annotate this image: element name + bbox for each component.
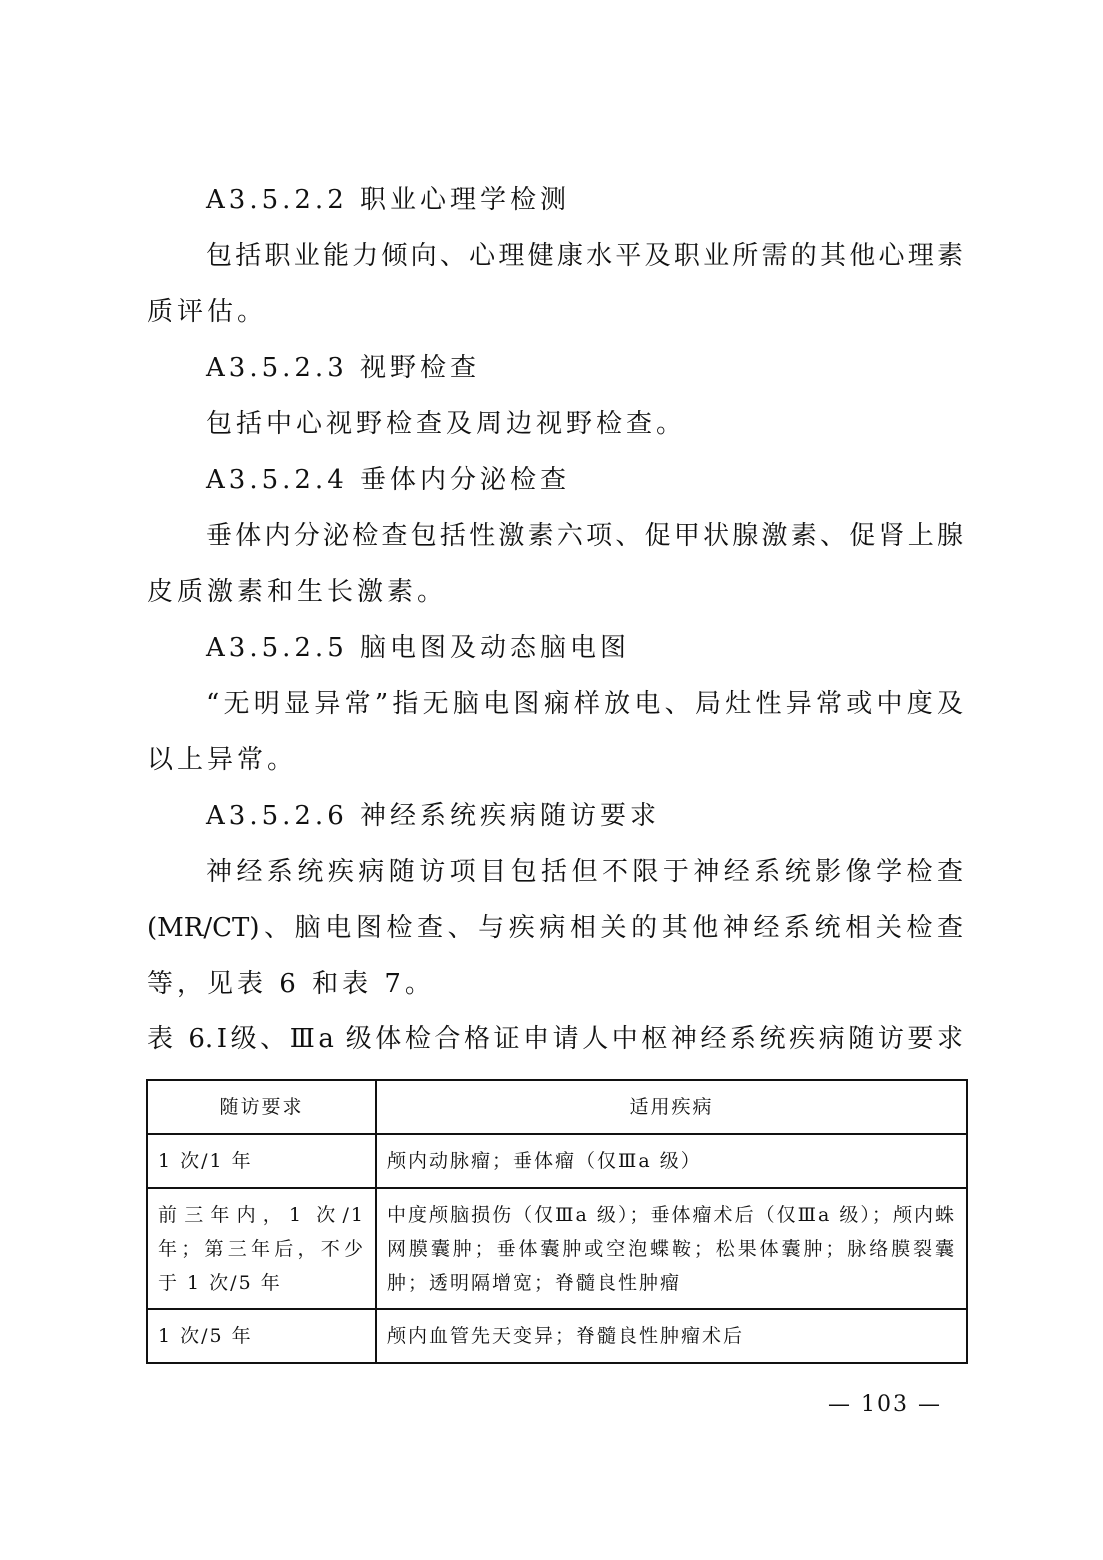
table-header-diseases: 适用疾病 [376,1080,967,1134]
section-body-line: 皮质激素和生长激素。 [147,577,448,607]
page-number: — 103 — [828,1392,942,1417]
section-body-line: 垂体内分泌检查包括性激素六项、促甲状腺激素、促肾上腺 [206,521,963,551]
section-heading-a3-5-2-4: A3.5.2.4 垂体内分泌检查 [206,465,571,495]
diseases-cell: 颅内血管先天变异；脊髓良性肿瘤术后 [376,1309,967,1363]
section-heading-a3-5-2-2: A3.5.2.2 职业心理学检测 [206,185,571,215]
table-row [147,1309,967,1363]
requirement-cell: 前三年内，1 次/1年；第三年后，不少于 1 次/5 年 [147,1188,376,1309]
table-row [147,1188,967,1309]
diseases-cell: 中度颅脑损伤（仅Ⅲa 级）；垂体瘤术后（仅Ⅲa 级）；颅内蛛网膜囊肿；垂体囊肿或空泡蝶鞍；松果体囊肿；脉络膜裂囊肿；透明隔增宽；脊髓良性肿瘤 [376,1188,967,1309]
section-heading-a3-5-2-6: A3.5.2.6 神经系统疾病随访要求 [206,801,661,831]
section-body-line: (MR/CT)、脑电图检查、与疾病相关的其他神经系统相关检查 [147,913,963,943]
section-heading-a3-5-2-5: A3.5.2.5 脑电图及动态脑电图 [206,633,631,663]
table-header-row [147,1080,967,1134]
section-body-line: 以上异常。 [147,745,298,775]
diseases-cell: 颅内动脉瘤；垂体瘤（仅Ⅲa 级） [376,1134,967,1188]
section-body-line: 神经系统疾病随访项目包括但不限于神经系统影像学检查 [206,857,963,887]
follow-up-requirements-table [146,1079,966,1364]
section-body-line: 包括中心视野检查及周边视野检查。 [206,409,687,439]
table-header-requirement: 随访要求 [147,1080,376,1134]
section-body-line: 质评估。 [147,297,268,327]
requirement-cell: 1 次/5 年 [147,1309,376,1363]
section-body-line: 包括职业能力倾向、心理健康水平及职业所需的其他心理素 [206,241,963,271]
section-heading-a3-5-2-3: A3.5.2.3 视野检查 [206,353,481,383]
table-row [147,1134,967,1188]
section-body-line: 等，见表 6 和表 7。 [147,969,435,999]
requirement-cell: 1 次/1 年 [147,1134,376,1188]
table-caption: 表 6.Ⅰ级、Ⅲa 级体检合格证申请人中枢神经系统疾病随访要求 [147,1024,963,1054]
section-body-line: “无明显异常”指无脑电图痫样放电、局灶性异常或中度及 [206,689,963,719]
